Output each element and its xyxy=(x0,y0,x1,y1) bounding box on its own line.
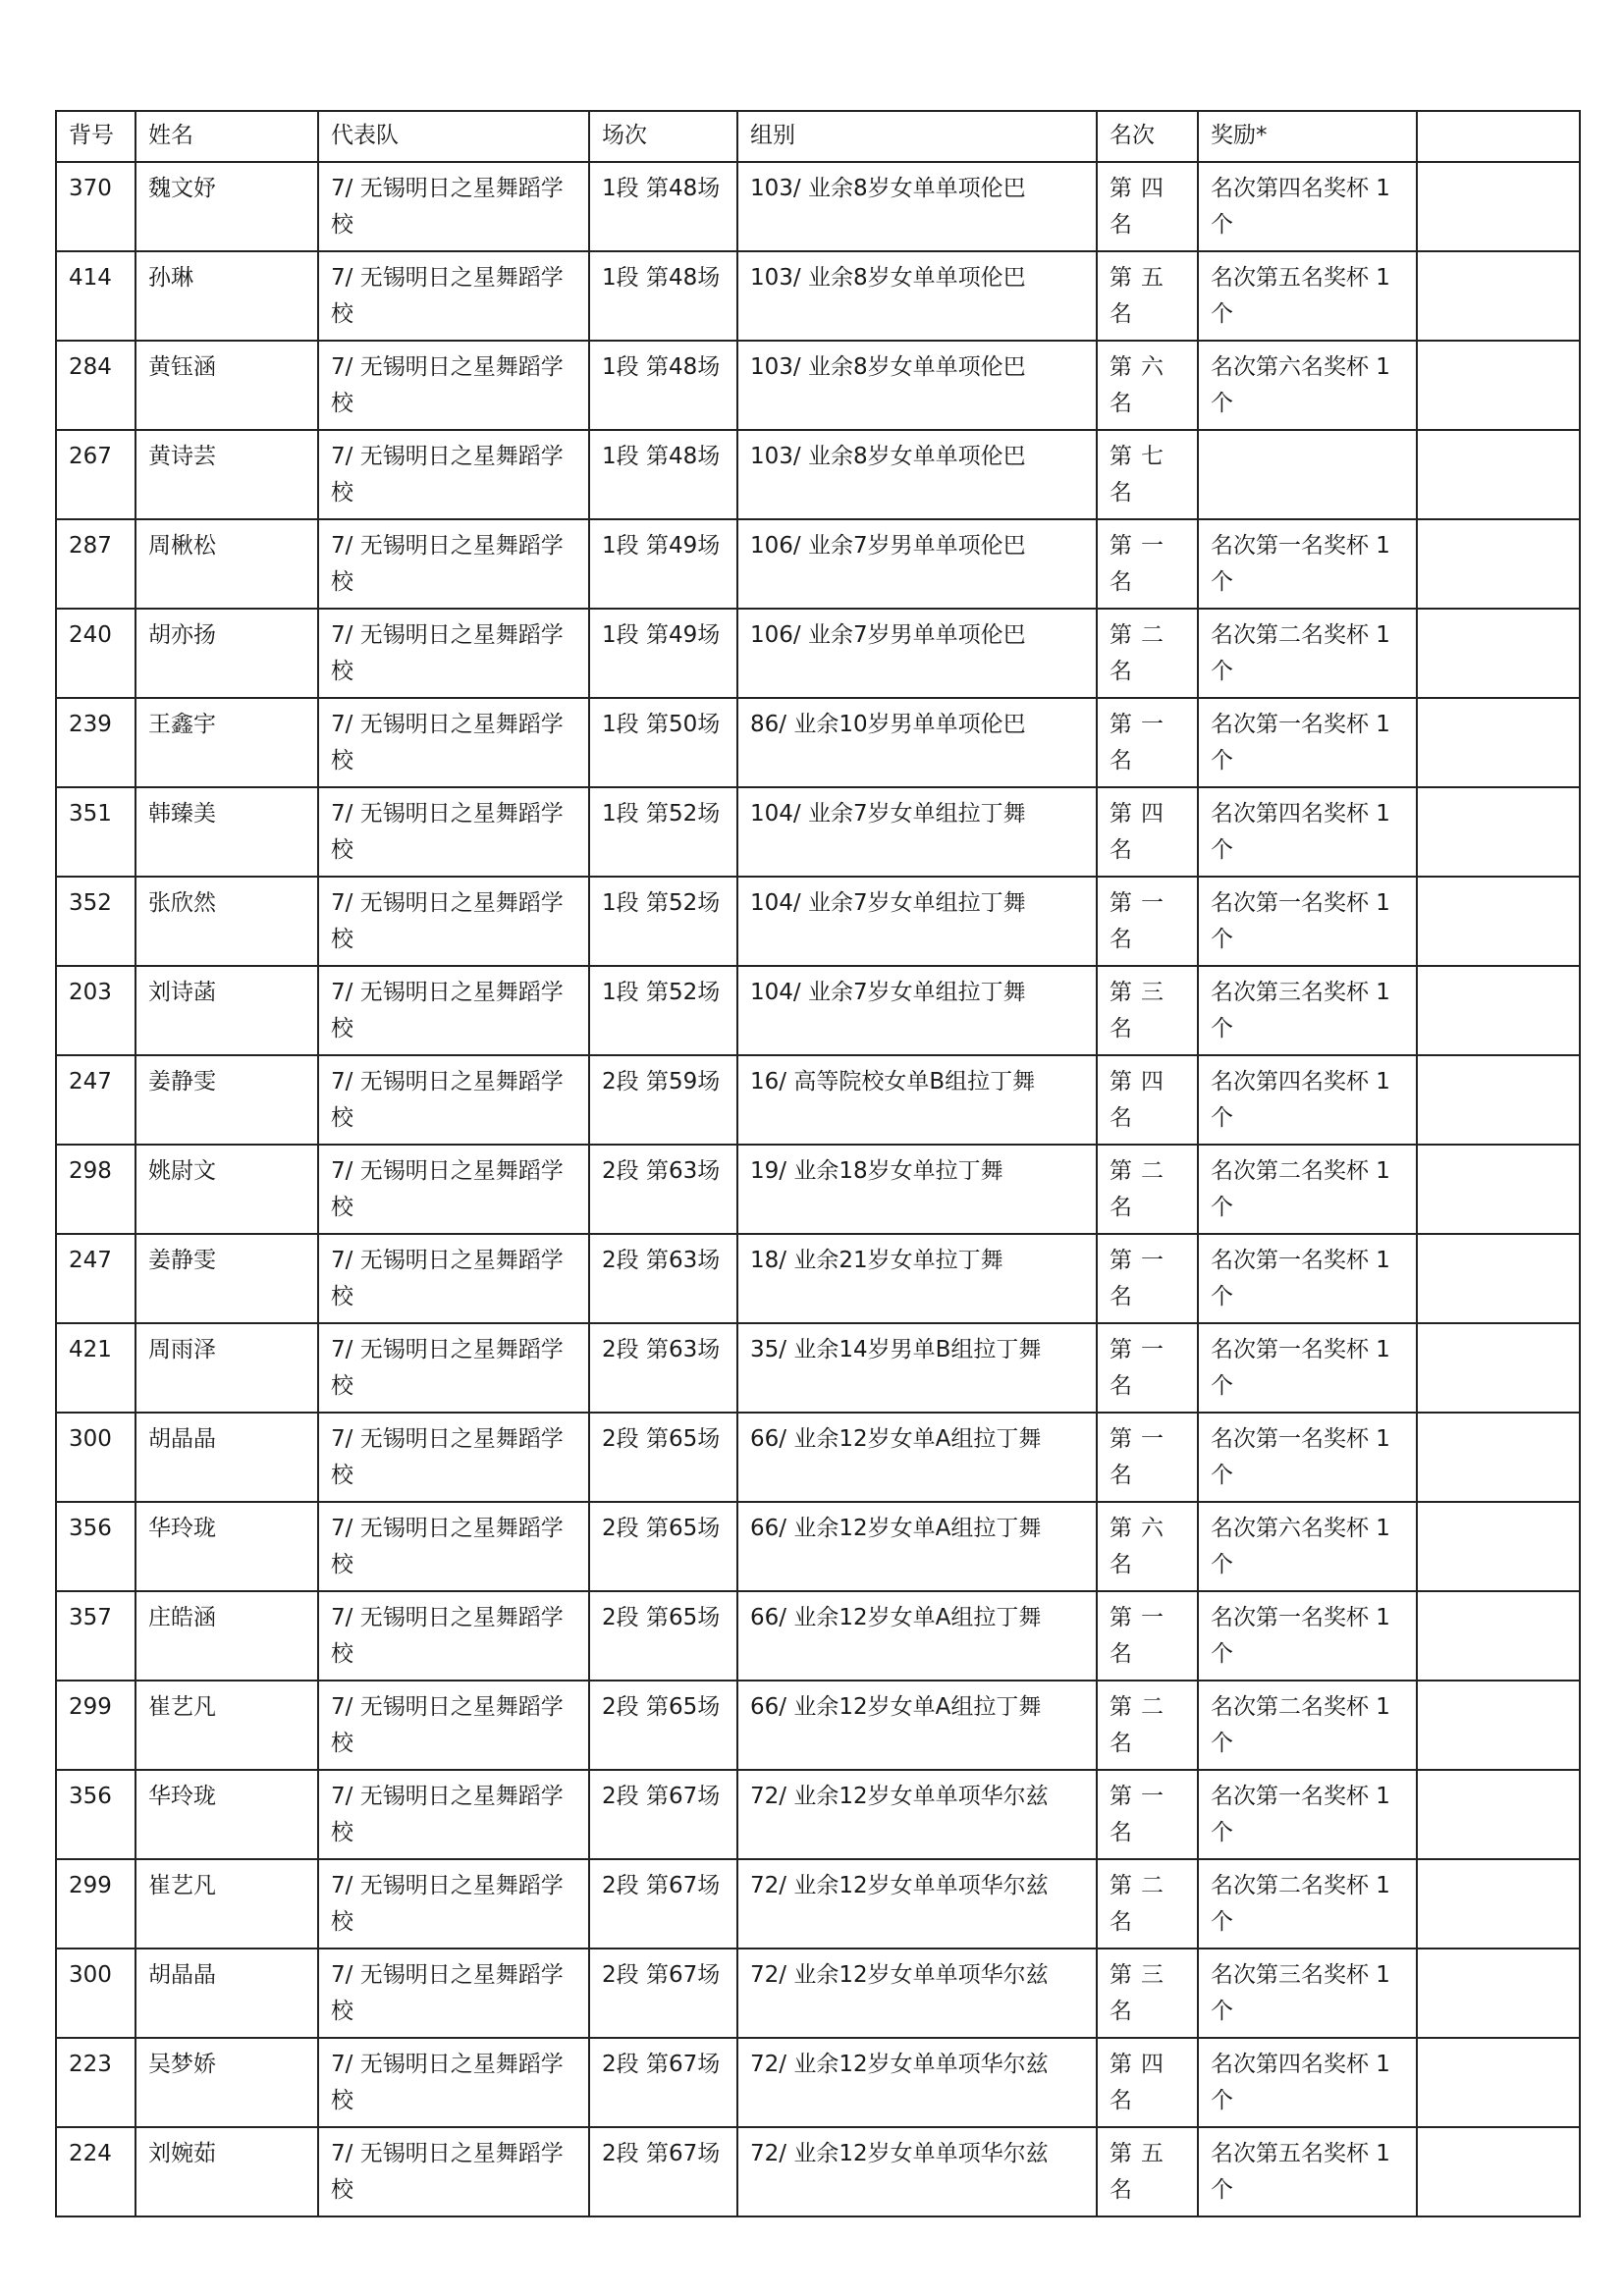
cell-bib: 247 xyxy=(56,1055,135,1145)
cell-extra xyxy=(1417,430,1580,519)
cell-name: 黄钰涵 xyxy=(135,341,318,430)
table-row xyxy=(56,341,1580,430)
cell-bib: 300 xyxy=(56,1413,135,1502)
cell-extra xyxy=(1417,251,1580,341)
table-row xyxy=(56,2038,1580,2127)
cell-rank: 第七名 xyxy=(1097,430,1198,519)
cell-team: 7/ 无锡明日之星舞蹈学校 xyxy=(318,1323,589,1413)
cell-group: 66/ 业余12岁女单A组拉丁舞 xyxy=(737,1591,1097,1681)
cell-award: 名次第三名奖杯 1个 xyxy=(1198,966,1417,1055)
cell-name: 韩臻美 xyxy=(135,787,318,877)
table-row xyxy=(56,251,1580,341)
cell-rank: 第一名 xyxy=(1097,877,1198,966)
cell-bib: 203 xyxy=(56,966,135,1055)
cell-rank: 第一名 xyxy=(1097,1323,1198,1413)
cell-award: 名次第一名奖杯 1个 xyxy=(1198,1413,1417,1502)
cell-rank: 第二名 xyxy=(1097,1681,1198,1770)
cell-team: 7/ 无锡明日之星舞蹈学校 xyxy=(318,1859,589,1949)
cell-session: 2段 第67场 xyxy=(589,2127,737,2216)
cell-session: 1段 第50场 xyxy=(589,698,737,787)
cell-award: 名次第三名奖杯 1个 xyxy=(1198,1949,1417,2038)
cell-award: 名次第一名奖杯 1个 xyxy=(1198,1770,1417,1859)
cell-group: 72/ 业余12岁女单单项华尔兹 xyxy=(737,2038,1097,2127)
cell-team: 7/ 无锡明日之星舞蹈学校 xyxy=(318,1502,589,1591)
header-bib: 背号 xyxy=(56,111,135,162)
cell-team: 7/ 无锡明日之星舞蹈学校 xyxy=(318,1055,589,1145)
cell-bib: 299 xyxy=(56,1681,135,1770)
cell-session: 2段 第67场 xyxy=(589,1859,737,1949)
cell-team: 7/ 无锡明日之星舞蹈学校 xyxy=(318,2127,589,2216)
cell-bib: 357 xyxy=(56,1591,135,1681)
cell-extra xyxy=(1417,2038,1580,2127)
cell-award: 名次第一名奖杯 1个 xyxy=(1198,519,1417,609)
cell-award: 名次第六名奖杯 1个 xyxy=(1198,1502,1417,1591)
cell-bib: 414 xyxy=(56,251,135,341)
cell-name: 张欣然 xyxy=(135,877,318,966)
cell-session: 1段 第52场 xyxy=(589,877,737,966)
cell-session: 2段 第65场 xyxy=(589,1413,737,1502)
cell-session: 1段 第48场 xyxy=(589,341,737,430)
cell-team: 7/ 无锡明日之星舞蹈学校 xyxy=(318,1681,589,1770)
cell-rank: 第一名 xyxy=(1097,1591,1198,1681)
table-row xyxy=(56,1681,1580,1770)
cell-award: 名次第一名奖杯 1个 xyxy=(1198,698,1417,787)
cell-group: 104/ 业余7岁女单组拉丁舞 xyxy=(737,877,1097,966)
cell-group: 66/ 业余12岁女单A组拉丁舞 xyxy=(737,1502,1097,1591)
cell-session: 2段 第65场 xyxy=(589,1591,737,1681)
cell-name: 孙琳 xyxy=(135,251,318,341)
cell-award: 名次第二名奖杯 1个 xyxy=(1198,609,1417,698)
cell-rank: 第一名 xyxy=(1097,519,1198,609)
cell-extra xyxy=(1417,877,1580,966)
cell-bib: 247 xyxy=(56,1234,135,1323)
header-award: 奖励* xyxy=(1198,111,1417,162)
cell-group: 18/ 业余21岁女单拉丁舞 xyxy=(737,1234,1097,1323)
cell-name: 胡晶晶 xyxy=(135,1413,318,1502)
table-row xyxy=(56,1145,1580,1234)
cell-team: 7/ 无锡明日之星舞蹈学校 xyxy=(318,162,589,251)
cell-name: 周雨泽 xyxy=(135,1323,318,1413)
cell-session: 1段 第49场 xyxy=(589,519,737,609)
table-row xyxy=(56,1502,1580,1591)
cell-bib: 421 xyxy=(56,1323,135,1413)
cell-name: 崔艺凡 xyxy=(135,1681,318,1770)
table-header-row xyxy=(56,111,1580,162)
cell-group: 72/ 业余12岁女单单项华尔兹 xyxy=(737,2127,1097,2216)
cell-rank: 第一名 xyxy=(1097,1770,1198,1859)
cell-rank: 第五名 xyxy=(1097,251,1198,341)
cell-name: 刘婉茹 xyxy=(135,2127,318,2216)
cell-team: 7/ 无锡明日之星舞蹈学校 xyxy=(318,1591,589,1681)
cell-award: 名次第五名奖杯 1个 xyxy=(1198,251,1417,341)
cell-bib: 224 xyxy=(56,2127,135,2216)
header-name: 姓名 xyxy=(135,111,318,162)
cell-team: 7/ 无锡明日之星舞蹈学校 xyxy=(318,966,589,1055)
cell-name: 华玲珑 xyxy=(135,1770,318,1859)
table-row xyxy=(56,430,1580,519)
table-row xyxy=(56,1949,1580,2038)
cell-extra xyxy=(1417,162,1580,251)
cell-group: 86/ 业余10岁男单单项伦巴 xyxy=(737,698,1097,787)
cell-session: 2段 第65场 xyxy=(589,1681,737,1770)
cell-extra xyxy=(1417,1591,1580,1681)
cell-group: 19/ 业余18岁女单拉丁舞 xyxy=(737,1145,1097,1234)
cell-award: 名次第四名奖杯 1个 xyxy=(1198,2038,1417,2127)
cell-rank: 第二名 xyxy=(1097,609,1198,698)
cell-group: 35/ 业余14岁男单B组拉丁舞 xyxy=(737,1323,1097,1413)
cell-session: 1段 第48场 xyxy=(589,430,737,519)
cell-team: 7/ 无锡明日之星舞蹈学校 xyxy=(318,2038,589,2127)
table-row xyxy=(56,1234,1580,1323)
cell-rank: 第五名 xyxy=(1097,2127,1198,2216)
table-row xyxy=(56,787,1580,877)
cell-bib: 298 xyxy=(56,1145,135,1234)
cell-extra xyxy=(1417,1413,1580,1502)
cell-bib: 299 xyxy=(56,1859,135,1949)
results-table xyxy=(55,110,1581,2217)
table-row xyxy=(56,1770,1580,1859)
cell-session: 1段 第52场 xyxy=(589,966,737,1055)
cell-group: 103/ 业余8岁女单单项伦巴 xyxy=(737,341,1097,430)
cell-extra xyxy=(1417,519,1580,609)
cell-name: 崔艺凡 xyxy=(135,1859,318,1949)
cell-bib: 352 xyxy=(56,877,135,966)
cell-team: 7/ 无锡明日之星舞蹈学校 xyxy=(318,1413,589,1502)
cell-name: 黄诗芸 xyxy=(135,430,318,519)
table-row xyxy=(56,519,1580,609)
cell-name: 魏文妤 xyxy=(135,162,318,251)
cell-extra xyxy=(1417,1949,1580,2038)
cell-extra xyxy=(1417,966,1580,1055)
cell-session: 1段 第49场 xyxy=(589,609,737,698)
cell-name: 姜静雯 xyxy=(135,1055,318,1145)
cell-session: 2段 第63场 xyxy=(589,1323,737,1413)
cell-award: 名次第四名奖杯 1个 xyxy=(1198,787,1417,877)
cell-extra xyxy=(1417,1681,1580,1770)
cell-bib: 300 xyxy=(56,1949,135,2038)
cell-award: 名次第五名奖杯 1个 xyxy=(1198,2127,1417,2216)
cell-rank: 第六名 xyxy=(1097,341,1198,430)
cell-team: 7/ 无锡明日之星舞蹈学校 xyxy=(318,698,589,787)
cell-rank: 第四名 xyxy=(1097,1055,1198,1145)
cell-bib: 223 xyxy=(56,2038,135,2127)
cell-session: 2段 第67场 xyxy=(589,2038,737,2127)
cell-rank: 第四名 xyxy=(1097,162,1198,251)
cell-team: 7/ 无锡明日之星舞蹈学校 xyxy=(318,430,589,519)
cell-team: 7/ 无锡明日之星舞蹈学校 xyxy=(318,1770,589,1859)
cell-bib: 239 xyxy=(56,698,135,787)
cell-team: 7/ 无锡明日之星舞蹈学校 xyxy=(318,1949,589,2038)
cell-bib: 240 xyxy=(56,609,135,698)
table-row xyxy=(56,698,1580,787)
cell-session: 2段 第67场 xyxy=(589,1770,737,1859)
cell-session: 1段 第52场 xyxy=(589,787,737,877)
table-row xyxy=(56,877,1580,966)
cell-award: 名次第一名奖杯 1个 xyxy=(1198,1591,1417,1681)
header-team: 代表队 xyxy=(318,111,589,162)
cell-bib: 356 xyxy=(56,1502,135,1591)
cell-bib: 287 xyxy=(56,519,135,609)
cell-group: 66/ 业余12岁女单A组拉丁舞 xyxy=(737,1681,1097,1770)
table-row xyxy=(56,966,1580,1055)
cell-name: 华玲珑 xyxy=(135,1502,318,1591)
cell-session: 1段 第48场 xyxy=(589,251,737,341)
cell-group: 106/ 业余7岁男单单项伦巴 xyxy=(737,609,1097,698)
cell-extra xyxy=(1417,341,1580,430)
cell-group: 72/ 业余12岁女单单项华尔兹 xyxy=(737,1770,1097,1859)
cell-extra xyxy=(1417,1145,1580,1234)
cell-extra xyxy=(1417,1323,1580,1413)
cell-award xyxy=(1198,430,1417,519)
cell-team: 7/ 无锡明日之星舞蹈学校 xyxy=(318,609,589,698)
cell-rank: 第四名 xyxy=(1097,2038,1198,2127)
cell-bib: 356 xyxy=(56,1770,135,1859)
cell-name: 刘诗菡 xyxy=(135,966,318,1055)
cell-bib: 284 xyxy=(56,341,135,430)
cell-team: 7/ 无锡明日之星舞蹈学校 xyxy=(318,1145,589,1234)
cell-name: 胡晶晶 xyxy=(135,1949,318,2038)
cell-extra xyxy=(1417,1055,1580,1145)
table-row xyxy=(56,1055,1580,1145)
cell-session: 2段 第59场 xyxy=(589,1055,737,1145)
cell-name: 庄皓涵 xyxy=(135,1591,318,1681)
cell-group: 103/ 业余8岁女单单项伦巴 xyxy=(737,430,1097,519)
cell-name: 胡亦扬 xyxy=(135,609,318,698)
cell-rank: 第一名 xyxy=(1097,1413,1198,1502)
table-row xyxy=(56,1323,1580,1413)
cell-rank: 第六名 xyxy=(1097,1502,1198,1591)
cell-extra xyxy=(1417,2127,1580,2216)
cell-team: 7/ 无锡明日之星舞蹈学校 xyxy=(318,1234,589,1323)
header-session: 场次 xyxy=(589,111,737,162)
cell-award: 名次第二名奖杯 1个 xyxy=(1198,1681,1417,1770)
cell-session: 2段 第63场 xyxy=(589,1145,737,1234)
cell-rank: 第二名 xyxy=(1097,1145,1198,1234)
cell-rank: 第四名 xyxy=(1097,787,1198,877)
cell-extra xyxy=(1417,1234,1580,1323)
table-row xyxy=(56,2127,1580,2216)
cell-bib: 370 xyxy=(56,162,135,251)
cell-session: 2段 第65场 xyxy=(589,1502,737,1591)
table-row xyxy=(56,162,1580,251)
cell-group: 72/ 业余12岁女单单项华尔兹 xyxy=(737,1949,1097,2038)
cell-group: 103/ 业余8岁女单单项伦巴 xyxy=(737,251,1097,341)
cell-award: 名次第一名奖杯 1个 xyxy=(1198,1323,1417,1413)
cell-name: 周楸松 xyxy=(135,519,318,609)
cell-name: 吴梦娇 xyxy=(135,2038,318,2127)
cell-award: 名次第一名奖杯 1个 xyxy=(1198,877,1417,966)
cell-rank: 第一名 xyxy=(1097,698,1198,787)
header-rank: 名次 xyxy=(1097,111,1198,162)
cell-award: 名次第一名奖杯 1个 xyxy=(1198,1234,1417,1323)
cell-session: 2段 第63场 xyxy=(589,1234,737,1323)
cell-group: 106/ 业余7岁男单单项伦巴 xyxy=(737,519,1097,609)
cell-group: 103/ 业余8岁女单单项伦巴 xyxy=(737,162,1097,251)
header-group: 组别 xyxy=(737,111,1097,162)
cell-group: 72/ 业余12岁女单单项华尔兹 xyxy=(737,1859,1097,1949)
cell-extra xyxy=(1417,698,1580,787)
header-extra xyxy=(1417,111,1580,162)
cell-award: 名次第六名奖杯 1个 xyxy=(1198,341,1417,430)
cell-name: 王鑫宇 xyxy=(135,698,318,787)
cell-award: 名次第二名奖杯 1个 xyxy=(1198,1859,1417,1949)
table-row xyxy=(56,1859,1580,1949)
cell-session: 1段 第48场 xyxy=(589,162,737,251)
cell-team: 7/ 无锡明日之星舞蹈学校 xyxy=(318,251,589,341)
cell-group: 104/ 业余7岁女单组拉丁舞 xyxy=(737,787,1097,877)
cell-team: 7/ 无锡明日之星舞蹈学校 xyxy=(318,877,589,966)
cell-group: 66/ 业余12岁女单A组拉丁舞 xyxy=(737,1413,1097,1502)
cell-bib: 267 xyxy=(56,430,135,519)
cell-award: 名次第二名奖杯 1个 xyxy=(1198,1145,1417,1234)
cell-award: 名次第四名奖杯 1个 xyxy=(1198,1055,1417,1145)
cell-name: 姜静雯 xyxy=(135,1234,318,1323)
cell-rank: 第三名 xyxy=(1097,1949,1198,2038)
cell-team: 7/ 无锡明日之星舞蹈学校 xyxy=(318,341,589,430)
cell-rank: 第一名 xyxy=(1097,1234,1198,1323)
cell-group: 16/ 高等院校女单B组拉丁舞 xyxy=(737,1055,1097,1145)
cell-extra xyxy=(1417,1770,1580,1859)
cell-extra xyxy=(1417,1502,1580,1591)
cell-name: 姚尉文 xyxy=(135,1145,318,1234)
cell-extra xyxy=(1417,609,1580,698)
cell-rank: 第二名 xyxy=(1097,1859,1198,1949)
cell-team: 7/ 无锡明日之星舞蹈学校 xyxy=(318,519,589,609)
cell-extra xyxy=(1417,787,1580,877)
cell-group: 104/ 业余7岁女单组拉丁舞 xyxy=(737,966,1097,1055)
table-row xyxy=(56,1591,1580,1681)
table-row xyxy=(56,1413,1580,1502)
table-row xyxy=(56,609,1580,698)
cell-extra xyxy=(1417,1859,1580,1949)
cell-bib: 351 xyxy=(56,787,135,877)
cell-team: 7/ 无锡明日之星舞蹈学校 xyxy=(318,787,589,877)
cell-rank: 第三名 xyxy=(1097,966,1198,1055)
cell-session: 2段 第67场 xyxy=(589,1949,737,2038)
cell-award: 名次第四名奖杯 1个 xyxy=(1198,162,1417,251)
